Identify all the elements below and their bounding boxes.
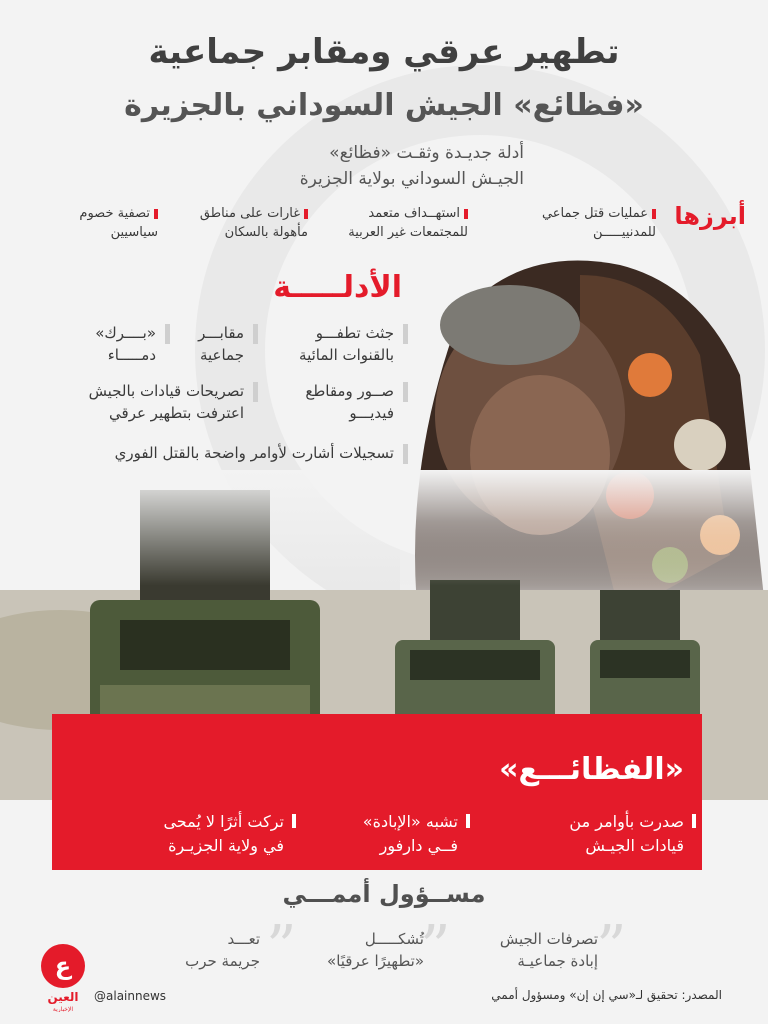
evidence-item xyxy=(264,380,394,424)
svg-text:ع: ع xyxy=(54,952,72,980)
logo-subtext: الإخبارية xyxy=(52,1006,74,1012)
highlight-item xyxy=(318,204,468,242)
evidence-text: تصريحات قيادات بالجيش xyxy=(88,382,244,400)
quote-text: جريمة حرب xyxy=(185,952,260,970)
evidence-text: جماعية xyxy=(199,346,244,364)
atrocity-item xyxy=(134,810,284,858)
evidence-text: دمـــــاء xyxy=(107,346,156,364)
quote-item xyxy=(160,928,260,972)
un-official-heading: مســؤول أممـــي xyxy=(282,880,486,908)
evidence-text: صــور ومقاطع xyxy=(305,382,394,400)
marker xyxy=(403,444,408,464)
quote-item xyxy=(478,928,598,972)
logo-text: العين xyxy=(47,990,79,1004)
evidence-text: بالقنوات المائية xyxy=(299,346,394,364)
highlight-text: تصفية خصوم xyxy=(79,206,150,221)
atrocity-text: في ولاية الجزيـرة xyxy=(168,836,284,855)
quote-text: إبادة جماعيـة xyxy=(517,952,598,970)
atrocity-text: تركت أثرًا لا يُمحى xyxy=(163,812,284,831)
highlight-text: استهــداف متعمد xyxy=(368,206,460,221)
page-title: تطهير عرقي ومقابر جماعية xyxy=(148,32,620,72)
quote-text: تُشكـــــل xyxy=(364,930,424,948)
evidence-text: مقابـــر xyxy=(198,324,244,342)
alain-logo xyxy=(36,942,90,1012)
intro-line: أدلة جديـدة وثقـت «فظائع» xyxy=(329,143,524,163)
highlight-item xyxy=(178,204,308,242)
highlights-heading: أبرزها xyxy=(674,202,746,230)
marker xyxy=(154,209,158,219)
atrocity-text: صدرت بأوامر من xyxy=(569,812,684,831)
intro-text xyxy=(184,140,524,192)
evidence-text: «بــــرك» xyxy=(95,324,156,342)
atrocity-text: قيادات الجيـش xyxy=(585,836,684,855)
marker xyxy=(464,209,468,219)
marker xyxy=(692,814,696,828)
quote-text: تعـــد xyxy=(227,930,260,948)
marker xyxy=(466,814,470,828)
atrocity-text: تشبه «الإبادة» xyxy=(362,812,458,831)
page-subtitle: «فظائع» الجيش السوداني بالجزيرة xyxy=(124,88,644,123)
evidence-item xyxy=(54,442,394,464)
quote-text: «تطهيرًا عرقيًا» xyxy=(327,952,424,970)
evidence-item xyxy=(264,322,394,366)
marker xyxy=(253,382,258,402)
highlight-item xyxy=(48,204,158,242)
social-handle[interactable]: @alainnews xyxy=(94,989,167,1003)
highlight-text: عمليات قتل جماعي xyxy=(541,206,648,221)
atrocity-item xyxy=(554,810,684,858)
source-text: المصدر: تحقيق لـ«سي إن إن» ومسؤول أممي xyxy=(491,988,722,1002)
marker xyxy=(652,209,656,219)
intro-line: الجيـش السوداني بولاية الجزيرة xyxy=(299,169,524,189)
marker xyxy=(165,324,170,344)
marker xyxy=(292,814,296,828)
quote-text: تصرفات الجيش xyxy=(499,930,598,948)
marker xyxy=(253,324,258,344)
evidence-item xyxy=(44,380,244,424)
atrocity-item xyxy=(328,810,458,858)
quote-icon: ” xyxy=(420,913,451,983)
marker xyxy=(403,324,408,344)
evidence-heading: الأدلـــــة xyxy=(273,270,402,305)
atrocities-heading: «الفظائـــع» xyxy=(499,752,684,787)
evidence-item xyxy=(164,322,244,366)
quote-item xyxy=(304,928,424,972)
highlight-text: للمجتمعات غير العربية xyxy=(348,225,468,240)
highlight-text: للمدنييـــــن xyxy=(592,225,656,240)
quote-icon: ” xyxy=(596,913,627,983)
evidence-text: فيديـــو xyxy=(349,404,394,422)
highlight-text: سياسيين xyxy=(110,225,158,240)
highlight-item xyxy=(516,204,656,242)
quote-icon: ” xyxy=(266,913,297,983)
evidence-text: اعترفت بتطهير عرقي xyxy=(109,404,244,422)
evidence-text: تسجيلات أشارت لأوامر واضحة بالقتل الفوري xyxy=(114,444,394,462)
evidence-text: جثث تطفـــو xyxy=(315,324,394,342)
marker xyxy=(403,382,408,402)
highlight-text: مأهولة بالسكان xyxy=(224,225,308,240)
highlight-text: غارات على مناطق xyxy=(199,206,300,221)
atrocity-text: فــي دارفور xyxy=(379,836,458,855)
marker xyxy=(304,209,308,219)
evidence-item xyxy=(56,322,156,366)
